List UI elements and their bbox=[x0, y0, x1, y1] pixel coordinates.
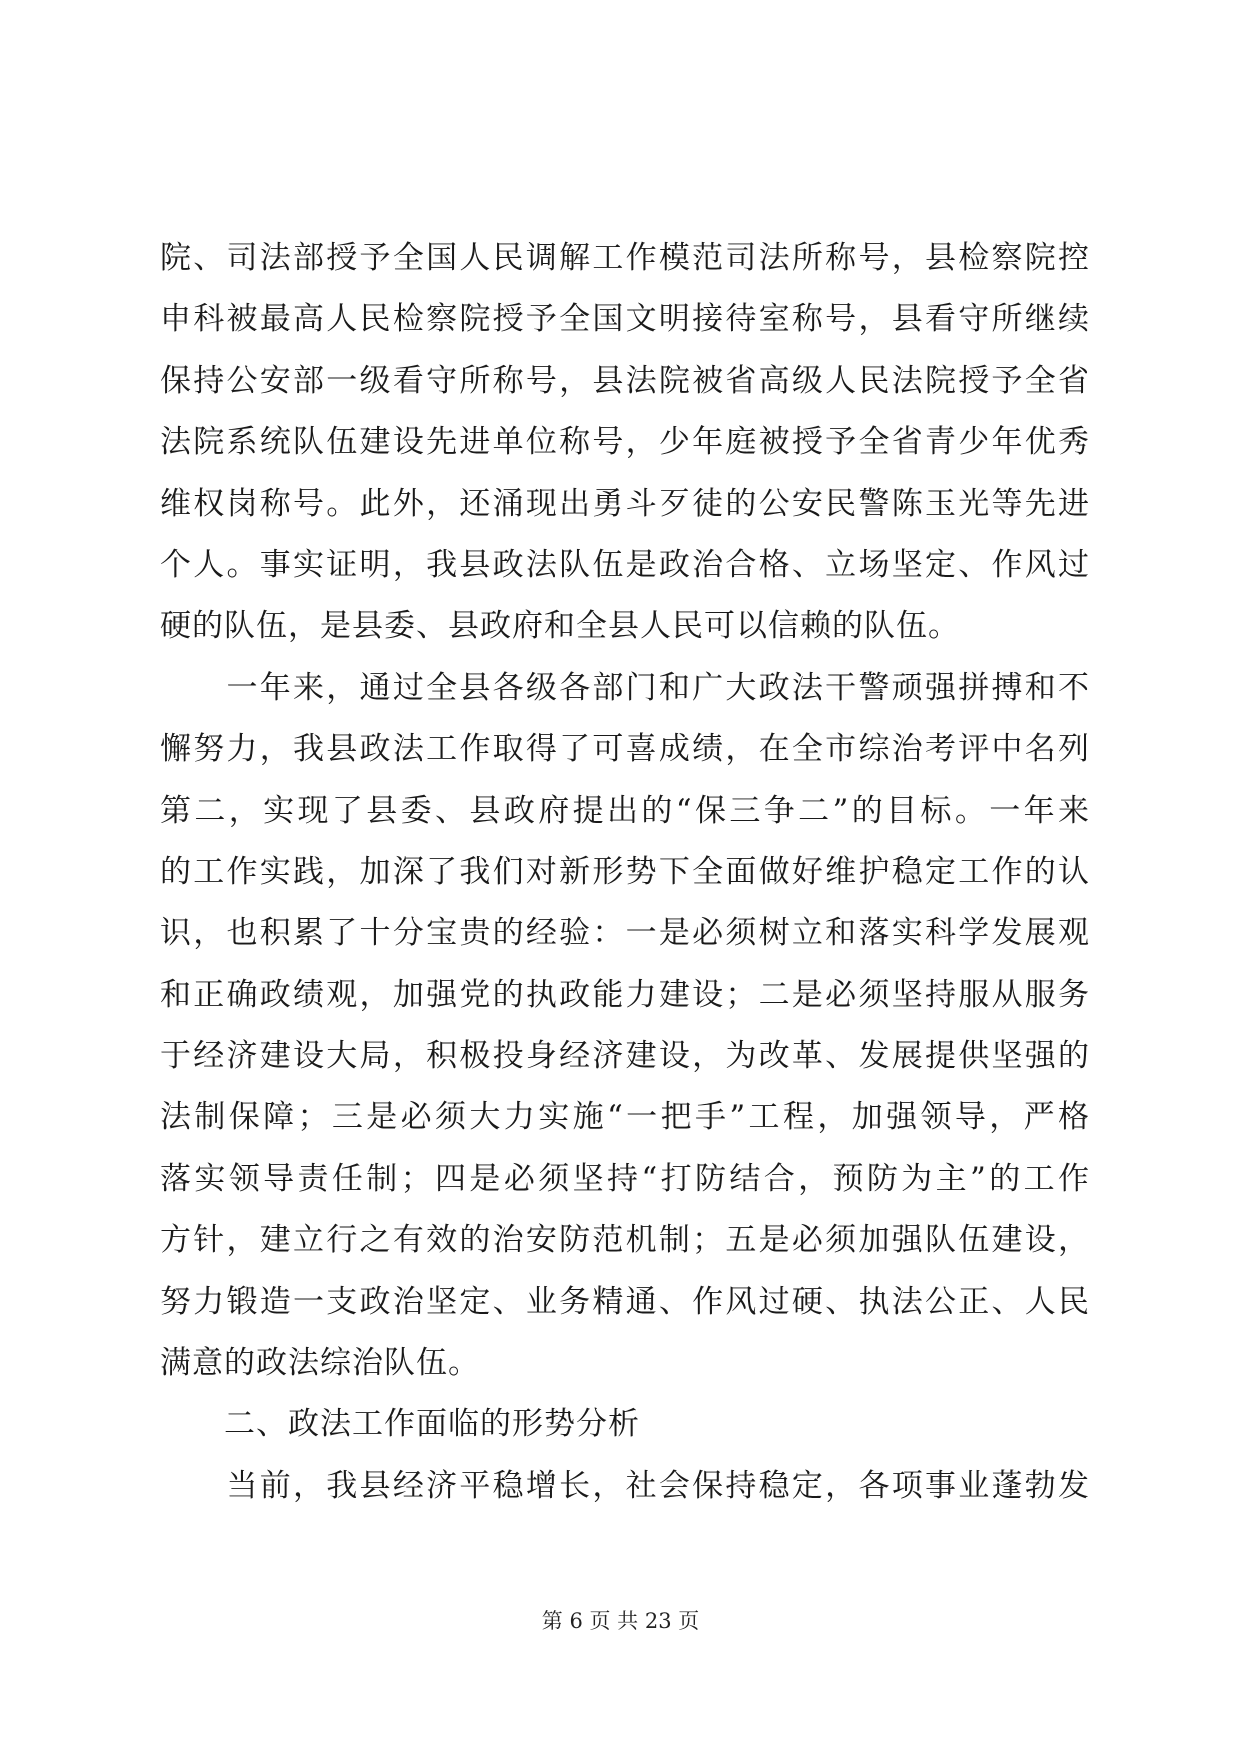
text-line: 个人。事实证明，我县政法队伍是政治合格、立场坚定、作风过 bbox=[160, 546, 1090, 583]
text-line: 满意的政法综治队伍。 bbox=[160, 1345, 480, 1382]
text-line: 法院系统队伍建设先进单位称号，少年庭被授予全省青少年优秀 bbox=[160, 424, 1090, 461]
body-text bbox=[160, 228, 1090, 1517]
text-line: 法制保障；三是必须大力实施“一把手”工程，加强领导，严格 bbox=[160, 1099, 1090, 1136]
section-heading: 二、政法工作面临的形势分析 bbox=[160, 1406, 640, 1443]
text-line: 落实领导责任制；四是必须坚持“打防结合，预防为主”的工作 bbox=[160, 1160, 1090, 1197]
text-line: 懈努力，我县政法工作取得了可喜成绩，在全市综治考评中名列 bbox=[160, 731, 1090, 768]
text-line: 硬的队伍，是县委、县政府和全县人民可以信赖的队伍。 bbox=[160, 608, 960, 645]
text-line: 维权岗称号。此外，还涌现出勇斗歹徒的公安民警陈玉光等先进 bbox=[160, 485, 1090, 522]
text-line: 一年来，通过全县各级各部门和广大政法干警顽强拼搏和不 bbox=[160, 669, 1090, 706]
text-line: 和正确政绩观，加强党的执政能力建设；二是必须坚持服从服务 bbox=[160, 976, 1090, 1013]
text-line: 当前，我县经济平稳增长，社会保持稳定，各项事业蓬勃发 bbox=[160, 1467, 1090, 1504]
text-line: 于经济建设大局，积极投身经济建设，为改革、发展提供坚强的 bbox=[160, 1038, 1090, 1075]
text-line: 院、司法部授予全国人民调解工作模范司法所称号，县检察院控 bbox=[160, 240, 1090, 276]
text-line: 的工作实践，加深了我们对新形势下全面做好维护稳定工作的认 bbox=[160, 853, 1090, 890]
text-line: 申科被最高人民检察院授予全国文明接待室称号，县看守所继续 bbox=[160, 301, 1090, 338]
page-footer: 第 6 页 共 23 页 bbox=[541, 1609, 700, 1633]
text-line: 保持公安部一级看守所称号，县法院被省高级人民法院授予全省 bbox=[160, 362, 1090, 399]
text-line: 方针，建立行之有效的治安防范机制；五是必须加强队伍建设， bbox=[160, 1222, 1090, 1259]
text-line: 识，也积累了十分宝贵的经验：一是必须树立和落实科学发展观 bbox=[160, 915, 1090, 952]
text-line: 第二，实现了县委、县政府提出的“保三争二”的目标。一年来 bbox=[160, 792, 1090, 829]
text-line: 努力锻造一支政治坚定、业务精通、作风过硬、执法公正、人民 bbox=[160, 1283, 1090, 1320]
